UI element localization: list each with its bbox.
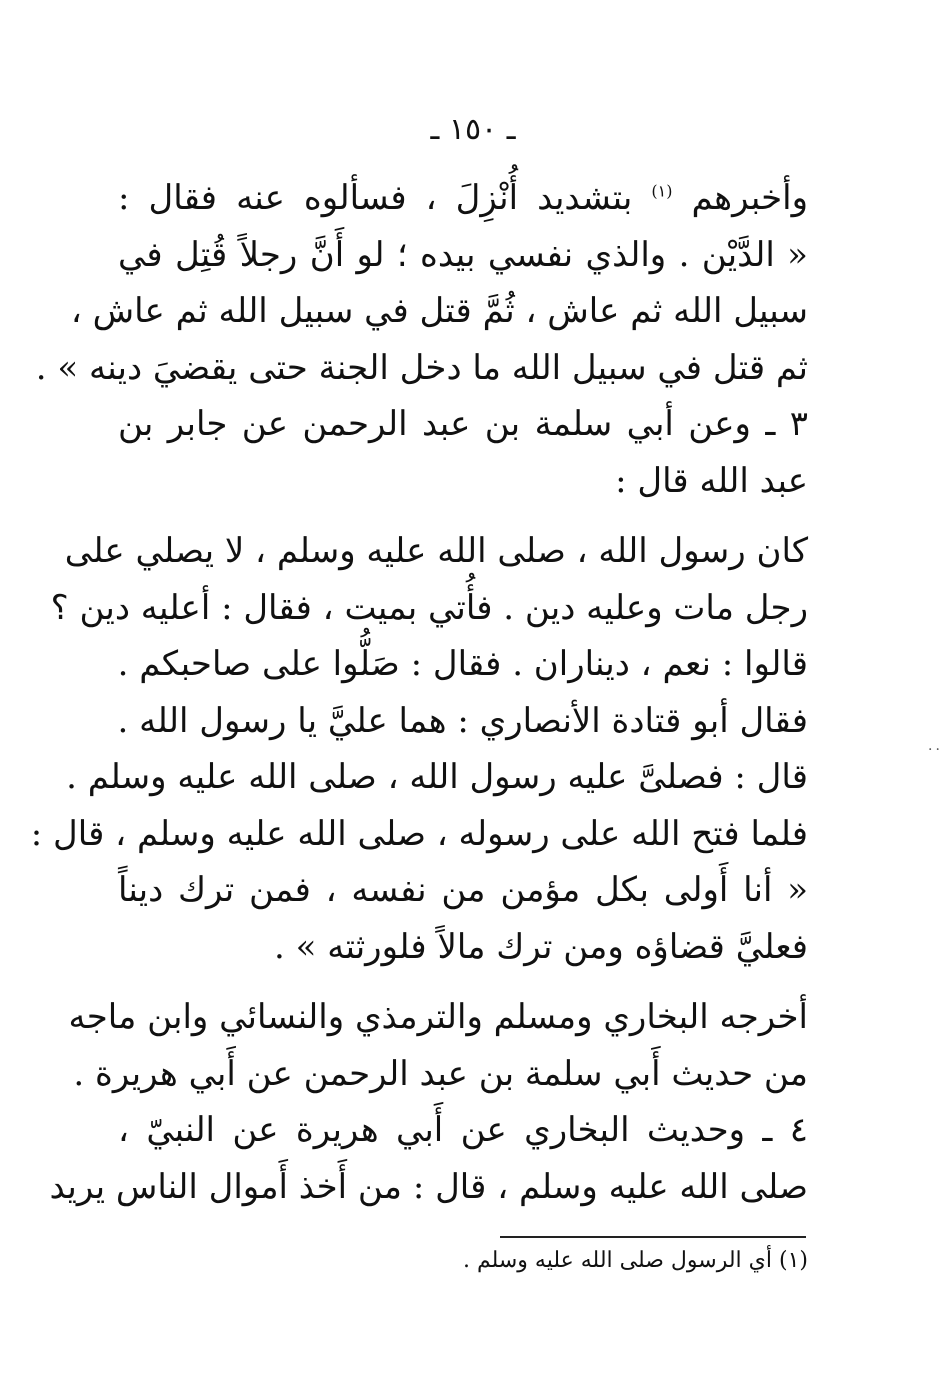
text-line: قالوا : نعم ، ديناران . فقال : صَلُّوا على صاحبكم . — [117, 644, 808, 684]
text-line: صلى الله عليه وسلم ، قال : من أَخذ أَموال الناس يريد — [49, 1166, 808, 1207]
text-line: « أنا أَولى بكل مؤمن من نفسه ، فمن ترك ديناً — [118, 870, 808, 910]
text-line: كان رسول الله ، صلى الله عليه وسلم ، لا يصلي على — [64, 531, 808, 571]
footnote-reference[interactable]: (١) — [651, 181, 673, 201]
text-line: من حديث أَبي سلمة بن عبد الرحمن عن أَبي هريرة . — [73, 1053, 808, 1094]
text-line: فلما فتح الله على رسوله ، صلى الله عليه وسلم ، قال : — [30, 813, 808, 854]
text-line: ٣ ـ وعن أبي سلمة بن عبد الرحمن عن جابر بن — [118, 404, 808, 444]
text-line: سبيل الله ثم عاش ، ثُمَّ قتل في سبيل الله ثم عاش ، — [70, 291, 808, 331]
text-line: قال : فصلىَّ عليه رسول الله ، صلى الله عليه وسلم . — [66, 757, 808, 797]
text-line: « الدَّيْن . والذي نفسي بيده ؛ لو أَنَّ رجلاً قُتِل في — [118, 234, 808, 275]
paragraph-gap — [118, 975, 808, 989]
text-fragment: وأخبرهم — [691, 178, 809, 218]
text-line: ٤ ـ وحديث البخاري عن أَبي هريرة عن النبيّ ، — [118, 1110, 808, 1150]
text-fragment: بتشديد أُنْزِلَ ، فسألوه عنه فقال : — [118, 178, 633, 218]
text-line: ثم قتل في سبيل الله ما دخل الجنة حتى يقضيَ دينه » . — [35, 347, 808, 388]
text-line: فقال أبو قتادة الأنصاري : هما عليَّ يا رسول الله . — [117, 700, 808, 741]
text-line: فعليَّ قضاؤه ومن ترك مالاً فلورثته » . — [273, 926, 808, 967]
footnote-text: (١) أي الرسول صلى الله عليه وسلم . — [462, 1248, 808, 1273]
paragraph-gap — [118, 509, 808, 523]
text-line — [118, 170, 808, 227]
text-line: أخرجه البخاري ومسلم والترمذي والنسائي وابن ماجه — [68, 997, 808, 1037]
text-line: رجل مات وعليه دين . فأُتي بميت ، فقال : أعليه دين ؟ — [50, 587, 808, 628]
text-line: عبد الله قال : — [615, 460, 808, 501]
scan-edge-mark: ·· — [928, 742, 943, 758]
page-number: ـ ١٥٠ ـ — [430, 112, 516, 147]
main-text — [30, 170, 809, 1215]
footnote-divider — [500, 1236, 806, 1238]
